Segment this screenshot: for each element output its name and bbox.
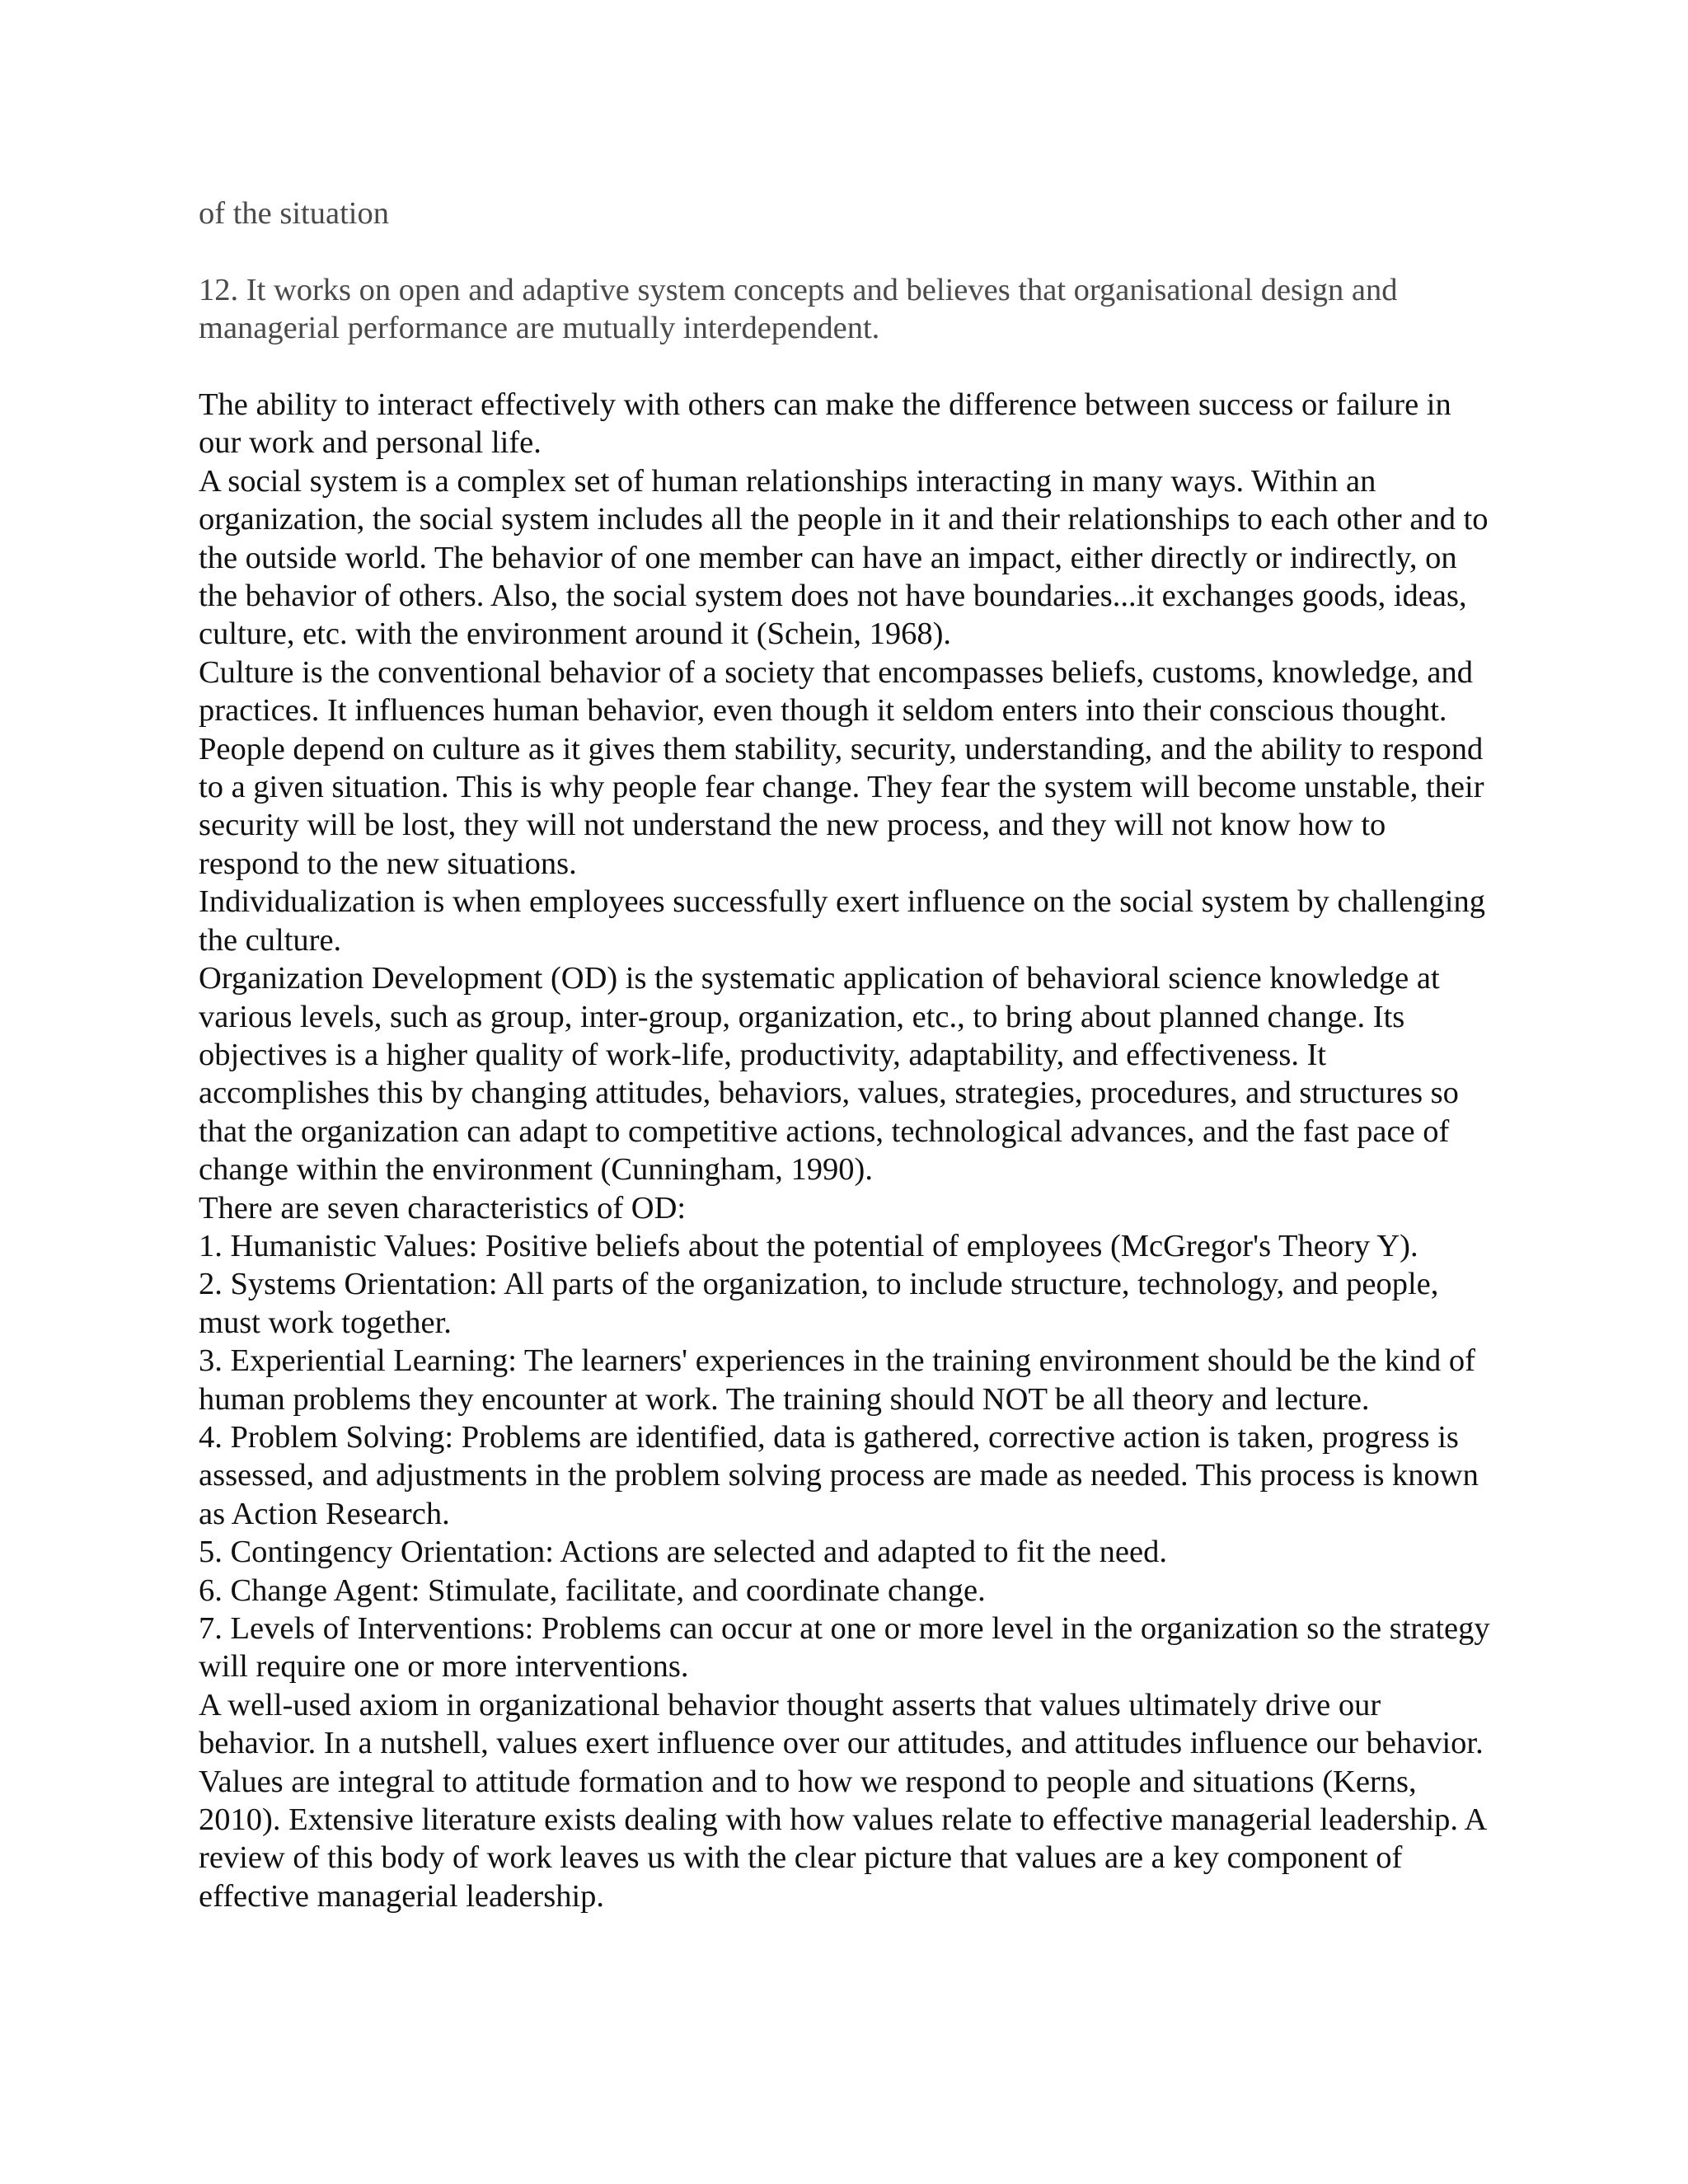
paragraph-organization-development: Organization Development (OD) is the systematic application of behavioral science knowledge at various levels, such as group, inter-group, organization, etc., to bring about planned change. Its objectives is a higher quality of work-life, productivity, adaptability, and effectiveness. It accomplishes this by changing attitudes, behaviors, values, strategies, procedures, and structures so that the organization can adapt to competitive actions, technological advances, and the fast pace of change within the environment (Cunningham, 1990). xyxy=(199,961,1459,1188)
od-characteristic-humanistic-values: 1. Humanistic Values: Positive beliefs about the potential of employees (McGregor's Theory Y). xyxy=(199,1228,1418,1263)
paragraph-individualization: Individualization is when employees successfully exert influence on the social system by challenging the culture. xyxy=(199,884,1485,958)
point-12: 12. It works on open and adaptive system concepts and believes that organisational design and managerial performance are mutually interdependent. xyxy=(199,272,1398,346)
od-characteristic-levels-of-interventions: 7. Levels of Interventions: Problems can occur at one or more level in the organization so the strategy will require one or more interventions. xyxy=(199,1611,1490,1685)
document-page xyxy=(199,194,1493,1915)
od-characteristic-problem-solving: 4. Problem Solving: Problems are identified, data is gathered, corrective action is taken, progress is assessed, and adjustments in the problem solving process are made as needed. This process is known as Action Research. xyxy=(199,1419,1479,1531)
closing-paragraph: A well-used axiom in organizational behavior thought asserts that values ultimately drive our behavior. In a nutshell, values exert influence over our attitudes, and attitudes influence our behavior. Values are integral to attitude formation and to how we respond to people and situations (Kerns, 2010). Extensive literature exists dealing with how values relate to effective managerial leadership. A review of this body of work leaves us with the clear picture that values are a key component of effective managerial leadership. xyxy=(199,1687,1486,1914)
od-characteristic-experiential-learning: 3. Experiential Learning: The learners' experiences in the training environment should be the kind of human problems they encounter at work. The training should NOT be all theory and lecture. xyxy=(199,1343,1475,1417)
paragraph-social-system: A social system is a complex set of human relationships interacting in many ways. Within an organization, the social system includes all the people in it and their relationships to each other and to the outside world. The behavior of one member can have an impact, either directly or indirectly, on the behavior of others. Also, the social system does not have boundaries...it exchanges goods, ideas, culture, etc. with the environment around it (Schein, 1968). xyxy=(199,463,1489,652)
paragraph-culture: Culture is the conventional behavior of a society that encompasses beliefs, customs, knowledge, and practices. It influences human behavior, even though it seldom enters into their conscious thought. People depend on culture as it gives them stability, security, understanding, and the ability to respond to a given situation. This is why people fear change. They fear the system will become unstable, their security will be lost, they will not understand the new process, and they will not know how to respond to the new situations. xyxy=(199,654,1484,881)
od-characteristic-change-agent: 6. Change Agent: Stimulate, facilitate, and coordinate change. xyxy=(199,1572,986,1608)
paragraph-od-characteristics-intro: There are seven characteristics of OD: xyxy=(199,1190,687,1226)
paragraph-interaction: The ability to interact effectively with others can make the difference between success or failure in our work and personal life. xyxy=(199,387,1451,461)
intro-fragment: of the situation xyxy=(199,196,389,231)
od-characteristic-contingency-orientation: 5. Contingency Orientation: Actions are selected and adapted to fit the need. xyxy=(199,1535,1167,1570)
od-characteristic-systems-orientation: 2. Systems Orientation: All parts of the organization, to include structure, technology, and people, must work together. xyxy=(199,1267,1439,1340)
